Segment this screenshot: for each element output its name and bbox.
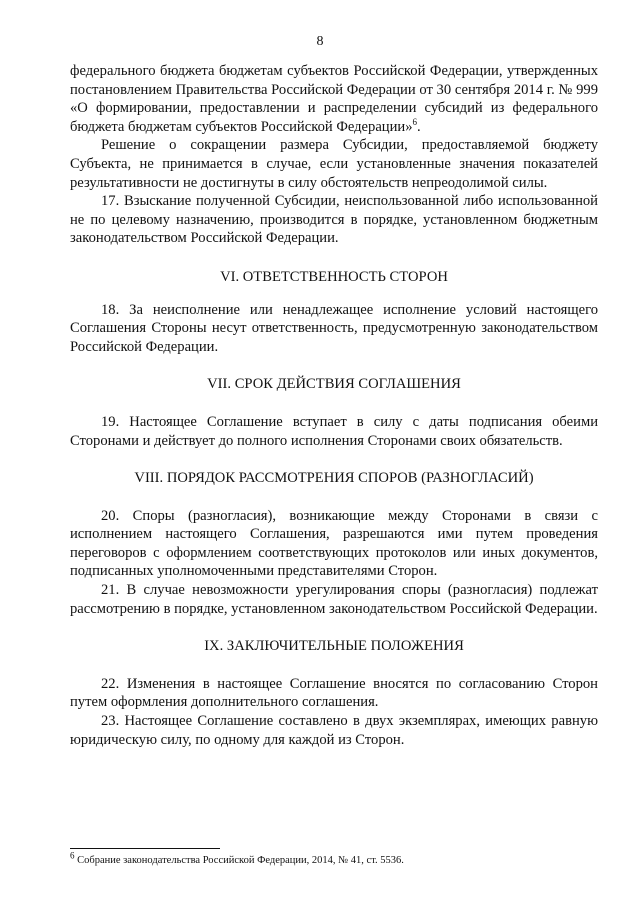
paragraph-20: 20. Споры (разногласия), возникающие между Сторонами в связи с исполнением настоящего Соглашения, разрешаются ими путем проведения переговоров с оформлением соответствующих протоколов или иных документов, подписанных уполномоченными представителями Сторон. bbox=[70, 507, 598, 580]
page-number: 8 bbox=[316, 34, 324, 49]
paragraph-19: 19. Настоящее Соглашение вступает в силу с даты подписания обеими Сторонами и действует до полного исполнения Сторонами своих обязательств. bbox=[70, 413, 598, 449]
section-heading-ix: IX. ЗАКЛЮЧИТЕЛЬНЫЕ ПОЛОЖЕНИЯ bbox=[204, 638, 464, 655]
footnote bbox=[70, 850, 598, 867]
document-body bbox=[70, 62, 598, 749]
paragraph-text: федерального бюджета бюджетам субъектов Российской Федерации, утвержденных постановлением Правительства Российской Федерации от 30 сентября 2014 г. № 999 «О формировании, предоставлении и распределении субсидий из федерального бюджета бюджетам субъектов Российской Федерации» bbox=[70, 63, 598, 135]
paragraph-continuation bbox=[70, 62, 598, 136]
paragraph-18: 18. За неисполнение или ненадлежащее исполнение условий настоящего Соглашения Стороны несут ответственность, предусмотренную законодательством Российской Федерации. bbox=[70, 301, 598, 355]
paragraph-23: 23. Настоящее Соглашение составлено в двух экземплярах, имеющих равную юридическую силу, по одному для каждой из Сторон. bbox=[70, 713, 598, 748]
section-heading-viii: VIII. ПОРЯДОК РАССМОТРЕНИЯ СПОРОВ (РАЗНОГЛАСИЙ) bbox=[134, 470, 534, 487]
footnote-divider bbox=[70, 848, 220, 849]
paragraph-22: 22. Изменения в настоящее Соглашение вносятся по согласованию Сторон путем оформления дополнительного соглашения. bbox=[70, 675, 598, 711]
paragraph-subsidy-decision: Решение о сокращении размера Субсидии, предоставляемой бюджету Субъекта, не принимается в случае, если установленные значения показателей результативности не достигнуты в силу обстоятельств непреодолимой силы. bbox=[70, 137, 598, 191]
footnote-text: Собрание законодательства Российской Федерации, 2014, № 41, ст. 5536. bbox=[74, 855, 404, 866]
paragraph-tail: . bbox=[417, 118, 421, 135]
footnote-reference: 6 bbox=[412, 116, 418, 127]
section-heading-vi: VI. ОТВЕТСТВЕННОСТЬ СТОРОН bbox=[220, 268, 448, 285]
footnote-marker: 6 bbox=[70, 850, 75, 861]
section-heading-vii: VII. СРОК ДЕЙСТВИЯ СОГЛАШЕНИЯ bbox=[207, 376, 461, 393]
paragraph-21: 21. В случае невозможности урегулирования споры (разногласия) подлежат рассмотрению в порядке, установленном законодательством Российской Федерации. bbox=[70, 582, 598, 617]
paragraph-17: 17. Взыскание полученной Субсидии, неиспользованной либо использованной не по целевому назначению, производится в порядке, установленном бюджетным законодательством Российской Федерации. bbox=[70, 193, 598, 247]
